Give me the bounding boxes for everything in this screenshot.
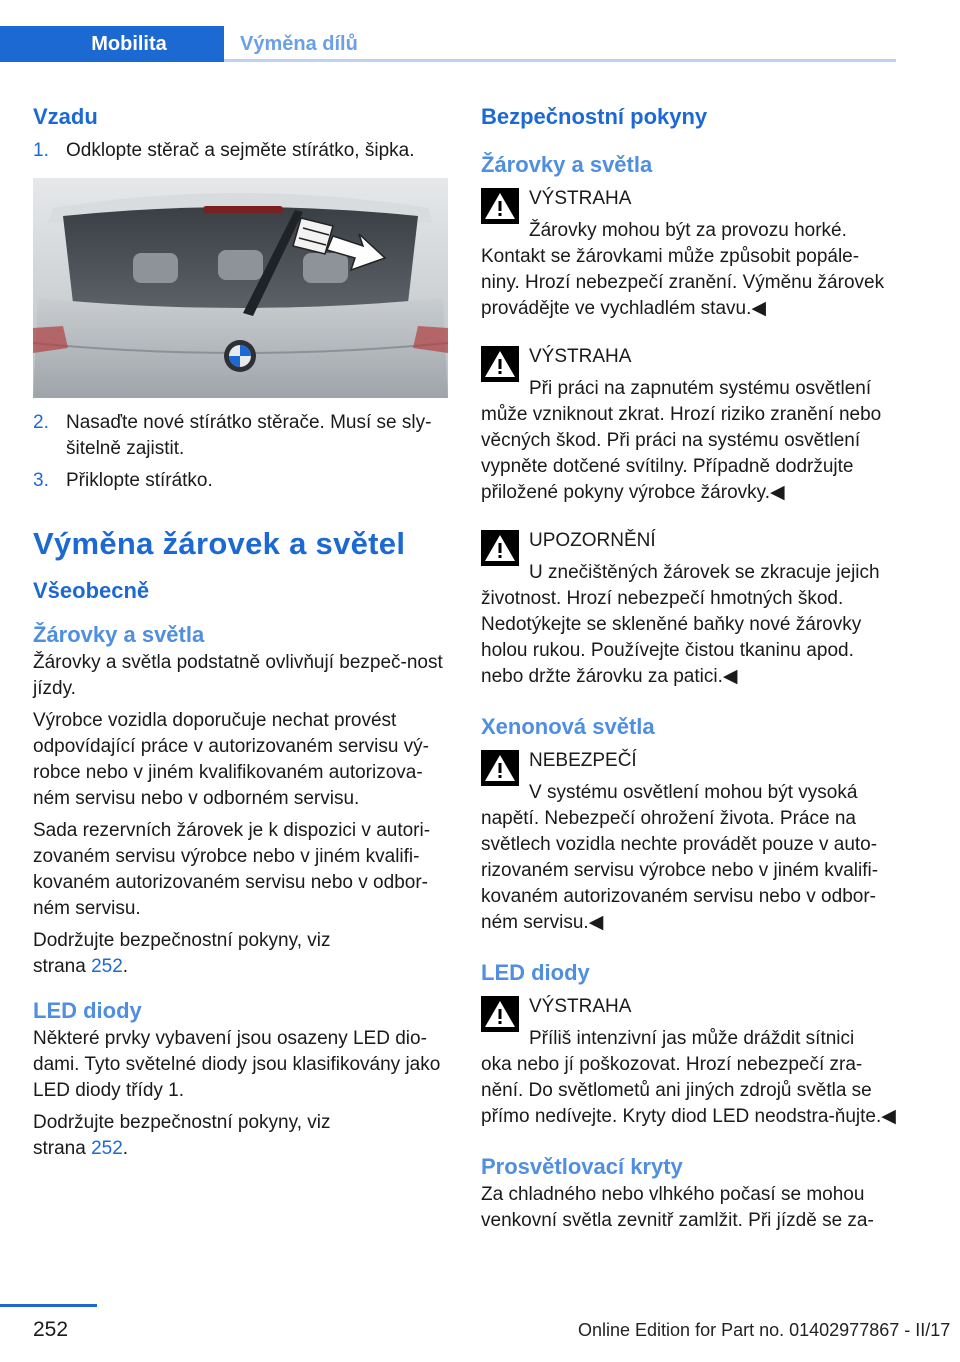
text: Dodržujte bezpečnostní pokyny, viz: [33, 930, 331, 951]
notice-block: [481, 528, 896, 690]
heading-zarovky: Žárovky a světla: [33, 622, 205, 647]
heading-bezpecnost: Bezpečnostní pokyny: [481, 104, 708, 129]
header-accent-bar: [0, 26, 34, 62]
paragraph: Žárovky a světla podstatně ovlivňují bezpeč‐nost jízdy.: [33, 652, 443, 699]
warning-text: životnost. Hrozí nebezpečí hmotných škod. Nedotýkejte se skleněné baňky nové žárovky holou rukou. Používejte čistou tkaninu apod. nebo držte žárovku za patici.◀: [481, 588, 862, 687]
header-section-tab: Mobilita: [34, 26, 224, 62]
page-link[interactable]: 252: [91, 1138, 123, 1159]
section-title: Výměna žárovek a světel: [33, 526, 406, 561]
text: strana: [33, 956, 92, 977]
step-number: 2.: [33, 412, 49, 433]
text: strana: [33, 1138, 92, 1159]
left-column: [33, 100, 448, 1162]
paragraph: Za chladného nebo vlhkého počasí se mohou venkovní světla zevnitř zamlžit. Při jízdě se za‐: [481, 1184, 874, 1231]
step-2: [33, 410, 448, 462]
warning-title: VÝSTRAHA: [529, 188, 632, 209]
warning-title: VÝSTRAHA: [529, 996, 632, 1017]
warning-text: Kontakt se žárovkami může způsobit popále‐niny. Hrozí nebezpečí zranění. Výměnu žárovek provádějte ve vychladlém stavu.◀: [481, 246, 885, 319]
step-text: Odklopte stěrač a sejměte stírátko, šipka.: [66, 140, 415, 161]
heading-vzadu: Vzadu: [33, 104, 98, 129]
danger-block: [481, 748, 896, 936]
warning-text: napětí. Nebezpečí ohrožení života. Práce na světlech vozidla nechte provádět pouze v auto‐rizovaném servisu výrobce nebo v jiném kvalifi‐kovaném autorizovaném servisu nebo v odbor‐ném servisu.◀: [481, 808, 879, 933]
warning-text: může vzniknout zkrat. Hrozí riziko zranění nebo věcných škod. Při práci na systému osvětlení vypněte dotčené svítilny. Případně dodržujte přiložené pokyny výrobce žárovky.◀: [481, 404, 882, 503]
step-1: [33, 138, 448, 164]
text: Dodržujte bezpečnostní pokyny, viz: [33, 1112, 331, 1133]
warning-triangle-icon: [481, 750, 519, 786]
warning-text: U znečištěných žárovek se zkracuje jejich: [529, 562, 880, 583]
step-text: Nasaďte nové stírátko stěrače. Musí se sly‐šitelně zajistit.: [66, 412, 432, 459]
warning-text: Při práci na zapnutém systému osvětlení: [529, 378, 872, 399]
edition-note: Online Edition for Part no. 01402977867 - II/17: [578, 1320, 951, 1340]
footer-rule: [0, 1304, 97, 1307]
heading-kryty: Prosvětlovací kryty: [481, 1154, 683, 1179]
warning-triangle-icon: [481, 346, 519, 382]
paragraph: Výrobce vozidla doporučuje nechat provést odpovídající práce v autorizovaném servisu vý‐robce nebo v jiném kvalifikovaném autorizova‐ném servisu nebo v odborném servisu.: [33, 710, 430, 809]
step-number: 3.: [33, 470, 49, 491]
warning-triangle-icon: [481, 188, 519, 224]
warning-triangle-icon: [481, 530, 519, 566]
paragraph: [33, 1110, 448, 1162]
header-rule: [224, 59, 896, 62]
text: .: [122, 956, 129, 977]
warning-text: oka nebo jí poškozovat. Hrozí nebezpečí zra‐nění. Do světlometů ani jiných zdrojů světla se přímo nedívejte. Kryty diod LED neodstra‐ňujte.◀: [481, 1054, 896, 1127]
heading-xenon: Xenonová světla: [481, 714, 655, 739]
step-number: 1.: [33, 140, 49, 161]
heading-led: LED diody: [481, 960, 590, 985]
warning-text: V systému osvětlení mohou být vysoká: [529, 782, 858, 803]
step-text: Přiklopte stírátko.: [66, 470, 213, 491]
page-link[interactable]: 252: [91, 956, 123, 977]
page-header: [0, 0, 960, 62]
right-column: [481, 100, 896, 1234]
warning-title: UPOZORNĚNÍ: [529, 530, 656, 551]
warning-block: [481, 344, 896, 506]
paragraph: [33, 928, 448, 980]
heading-led: LED diody: [33, 998, 142, 1023]
heading-zarovky: Žárovky a světla: [481, 152, 653, 177]
warning-block: [481, 186, 896, 322]
warning-triangle-icon: [481, 996, 519, 1032]
step-3: [33, 468, 448, 494]
paragraph: Sada rezervních žárovek je k dispozici v autori‐zovaném servisu výrobce nebo v jiném kvalifi‐kovaném autorizovaném servisu nebo v odbor‐ném servisu.: [33, 820, 431, 919]
warning-title: NEBEZPEČÍ: [529, 750, 637, 771]
paragraph: Některé prvky vybavení jsou osazeny LED dio‐dami. Tyto světelné diody jsou klasifikovány jako LED diody třídy 1.: [33, 1028, 441, 1101]
rear-wiper-photo: [33, 178, 448, 398]
header-subsection-tab: Výměna dílů: [240, 33, 358, 55]
heading-vseobecne: Všeobecně: [33, 578, 150, 603]
page-number: 252: [33, 1318, 69, 1341]
warning-text: Žárovky mohou být za provozu horké.: [529, 220, 847, 241]
warning-block: [481, 994, 896, 1130]
car-rear-illustration: [33, 178, 448, 398]
warning-text: Příliš intenzivní jas může dráždit sítnici: [529, 1028, 855, 1049]
warning-title: VÝSTRAHA: [529, 346, 632, 367]
text: .: [122, 1138, 129, 1159]
